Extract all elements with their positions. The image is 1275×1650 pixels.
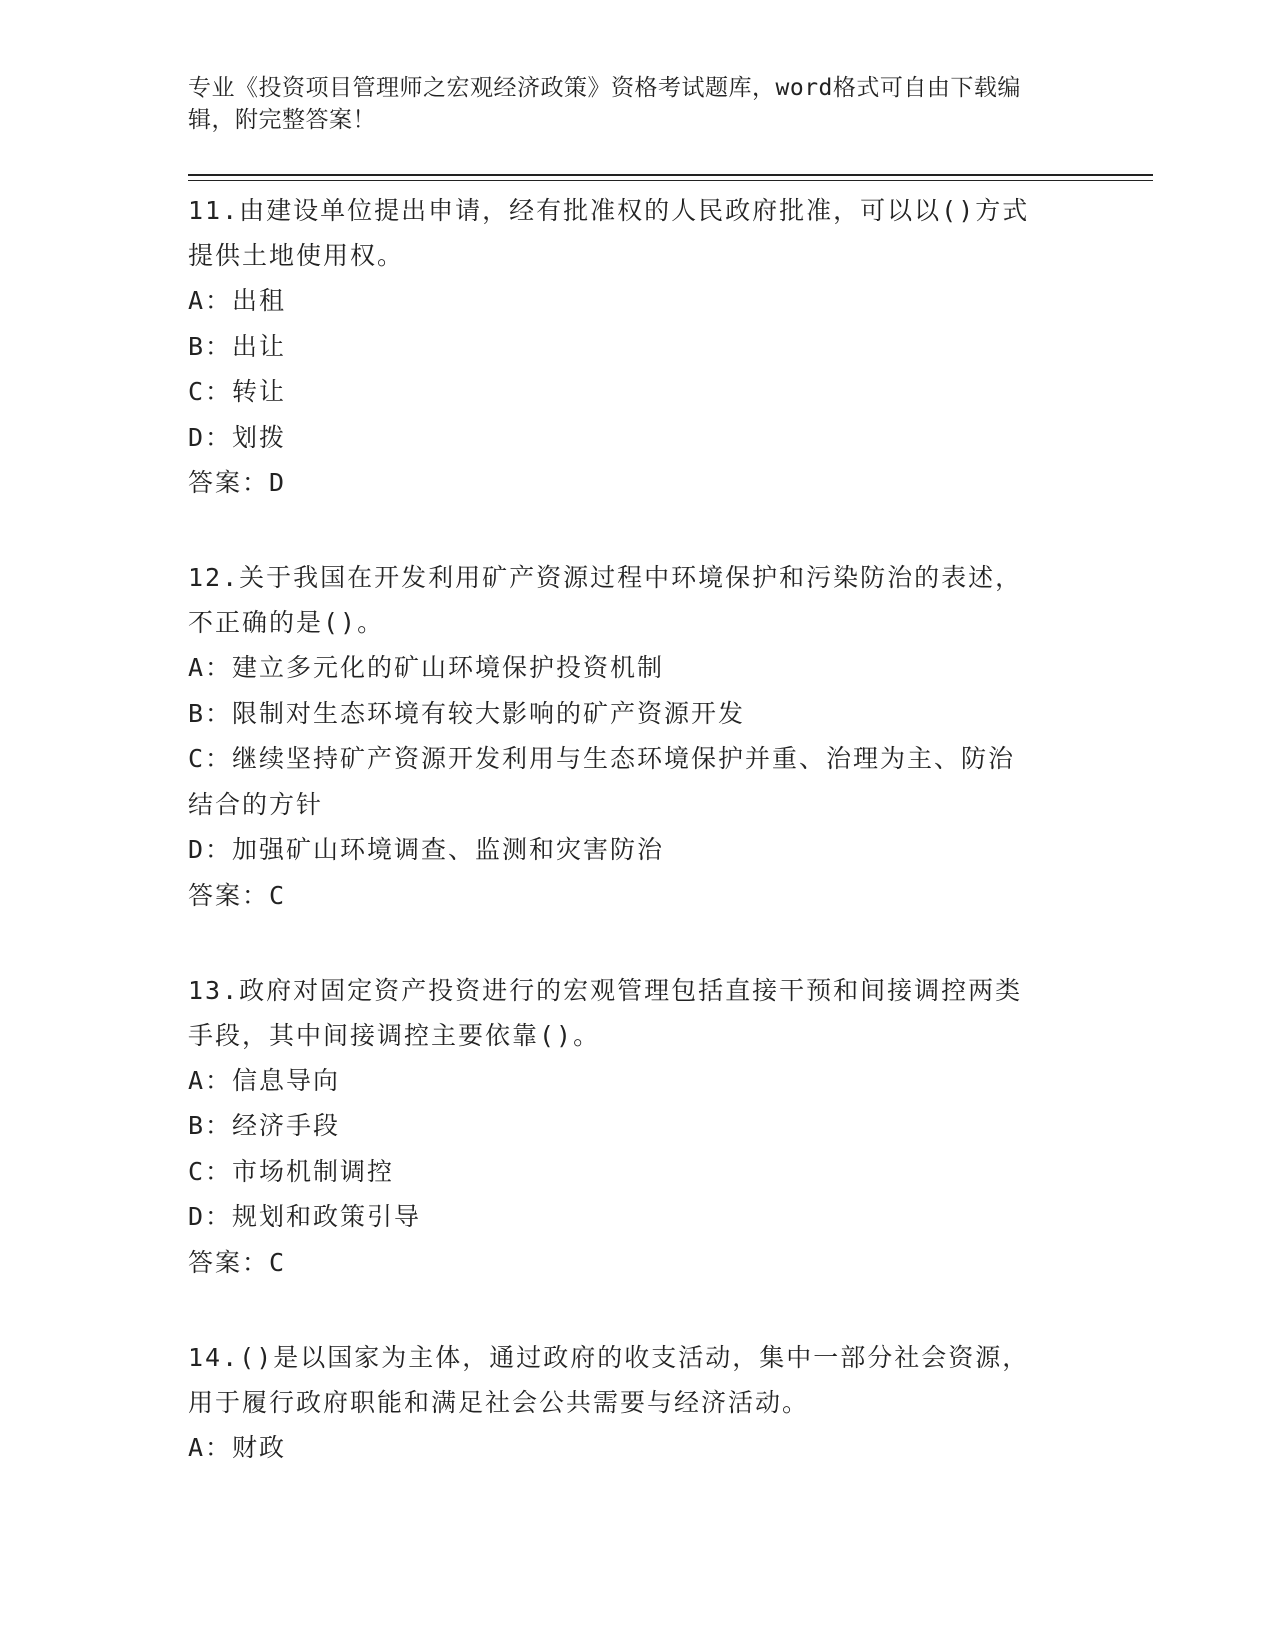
answer: 答案：C — [188, 880, 287, 910]
question-spacer — [188, 918, 1088, 968]
option-c: C：转让 — [188, 377, 287, 406]
question-text-line: 手段，其中间接调控主要依靠()。 — [188, 1020, 601, 1050]
question-text — [188, 968, 1088, 1058]
question-text-line: 用于履行政府职能和满足社会公共需要与经济活动。 — [188, 1387, 810, 1417]
option-a: A：财政 — [188, 1432, 287, 1462]
option-b: B：限制对生态环境有较大影响的矿产资源开发 — [188, 698, 746, 728]
option-b: B：出让 — [188, 331, 287, 361]
question-text-line: 提供土地使用权。 — [188, 241, 405, 270]
question-text-line: 14.()是以国家为主体，通过政府的收支活动，集中一部分社会资源， — [188, 1342, 1030, 1372]
option-b: B：经济手段 — [188, 1111, 341, 1140]
option-d: D：加强矿山环境调查、监测和灾害防治 — [188, 835, 665, 864]
document-header — [188, 72, 1088, 136]
question-11 — [188, 188, 1088, 505]
header-divider-thin — [188, 180, 1153, 181]
answer: 答案：D — [188, 468, 287, 497]
option-a: A：出租 — [188, 286, 287, 315]
question-list — [188, 188, 1088, 1470]
question-spacer — [188, 1285, 1088, 1335]
question-text — [188, 1335, 1088, 1425]
question-spacer — [188, 505, 1088, 555]
option-d: D：划拨 — [188, 422, 287, 452]
question-text-line: 不正确的是()。 — [188, 608, 385, 637]
header-divider-thick — [188, 174, 1153, 176]
question-13 — [188, 968, 1088, 1285]
header-line-1: 专业《投资项目管理师之宏观经济政策》资格考试题库，word格式可自由下载编 — [188, 75, 1021, 101]
option-a: A：建立多元化的矿山环境保护投资机制 — [188, 653, 665, 682]
option-c: C：市场机制调控 — [188, 1156, 395, 1186]
question-14 — [188, 1335, 1088, 1471]
option-a: A：信息导向 — [188, 1065, 341, 1095]
answer: 答案：C — [188, 1247, 287, 1277]
question-text — [188, 555, 1088, 645]
question-12 — [188, 555, 1088, 918]
question-text-line: 13.政府对固定资产投资进行的宏观管理包括直接干预和间接调控两类 — [188, 975, 1023, 1005]
header-line-2: 辑，附完整答案！ — [188, 107, 376, 133]
option-d: D：规划和政策引导 — [188, 1202, 422, 1231]
option-c: C：继续坚持矿产资源开发利用与生态环境保护并重、治理为主、防治 — [188, 744, 1016, 773]
question-text-line: 12.关于我国在开发利用矿产资源过程中环境保护和污染防治的表述， — [188, 563, 1023, 592]
question-text-line: 11.由建设单位提出申请，经有批准权的人民政府批准，可以以()方式 — [188, 196, 1030, 225]
question-text — [188, 188, 1088, 278]
option-c-continued: 结合的方针 — [188, 789, 324, 819]
